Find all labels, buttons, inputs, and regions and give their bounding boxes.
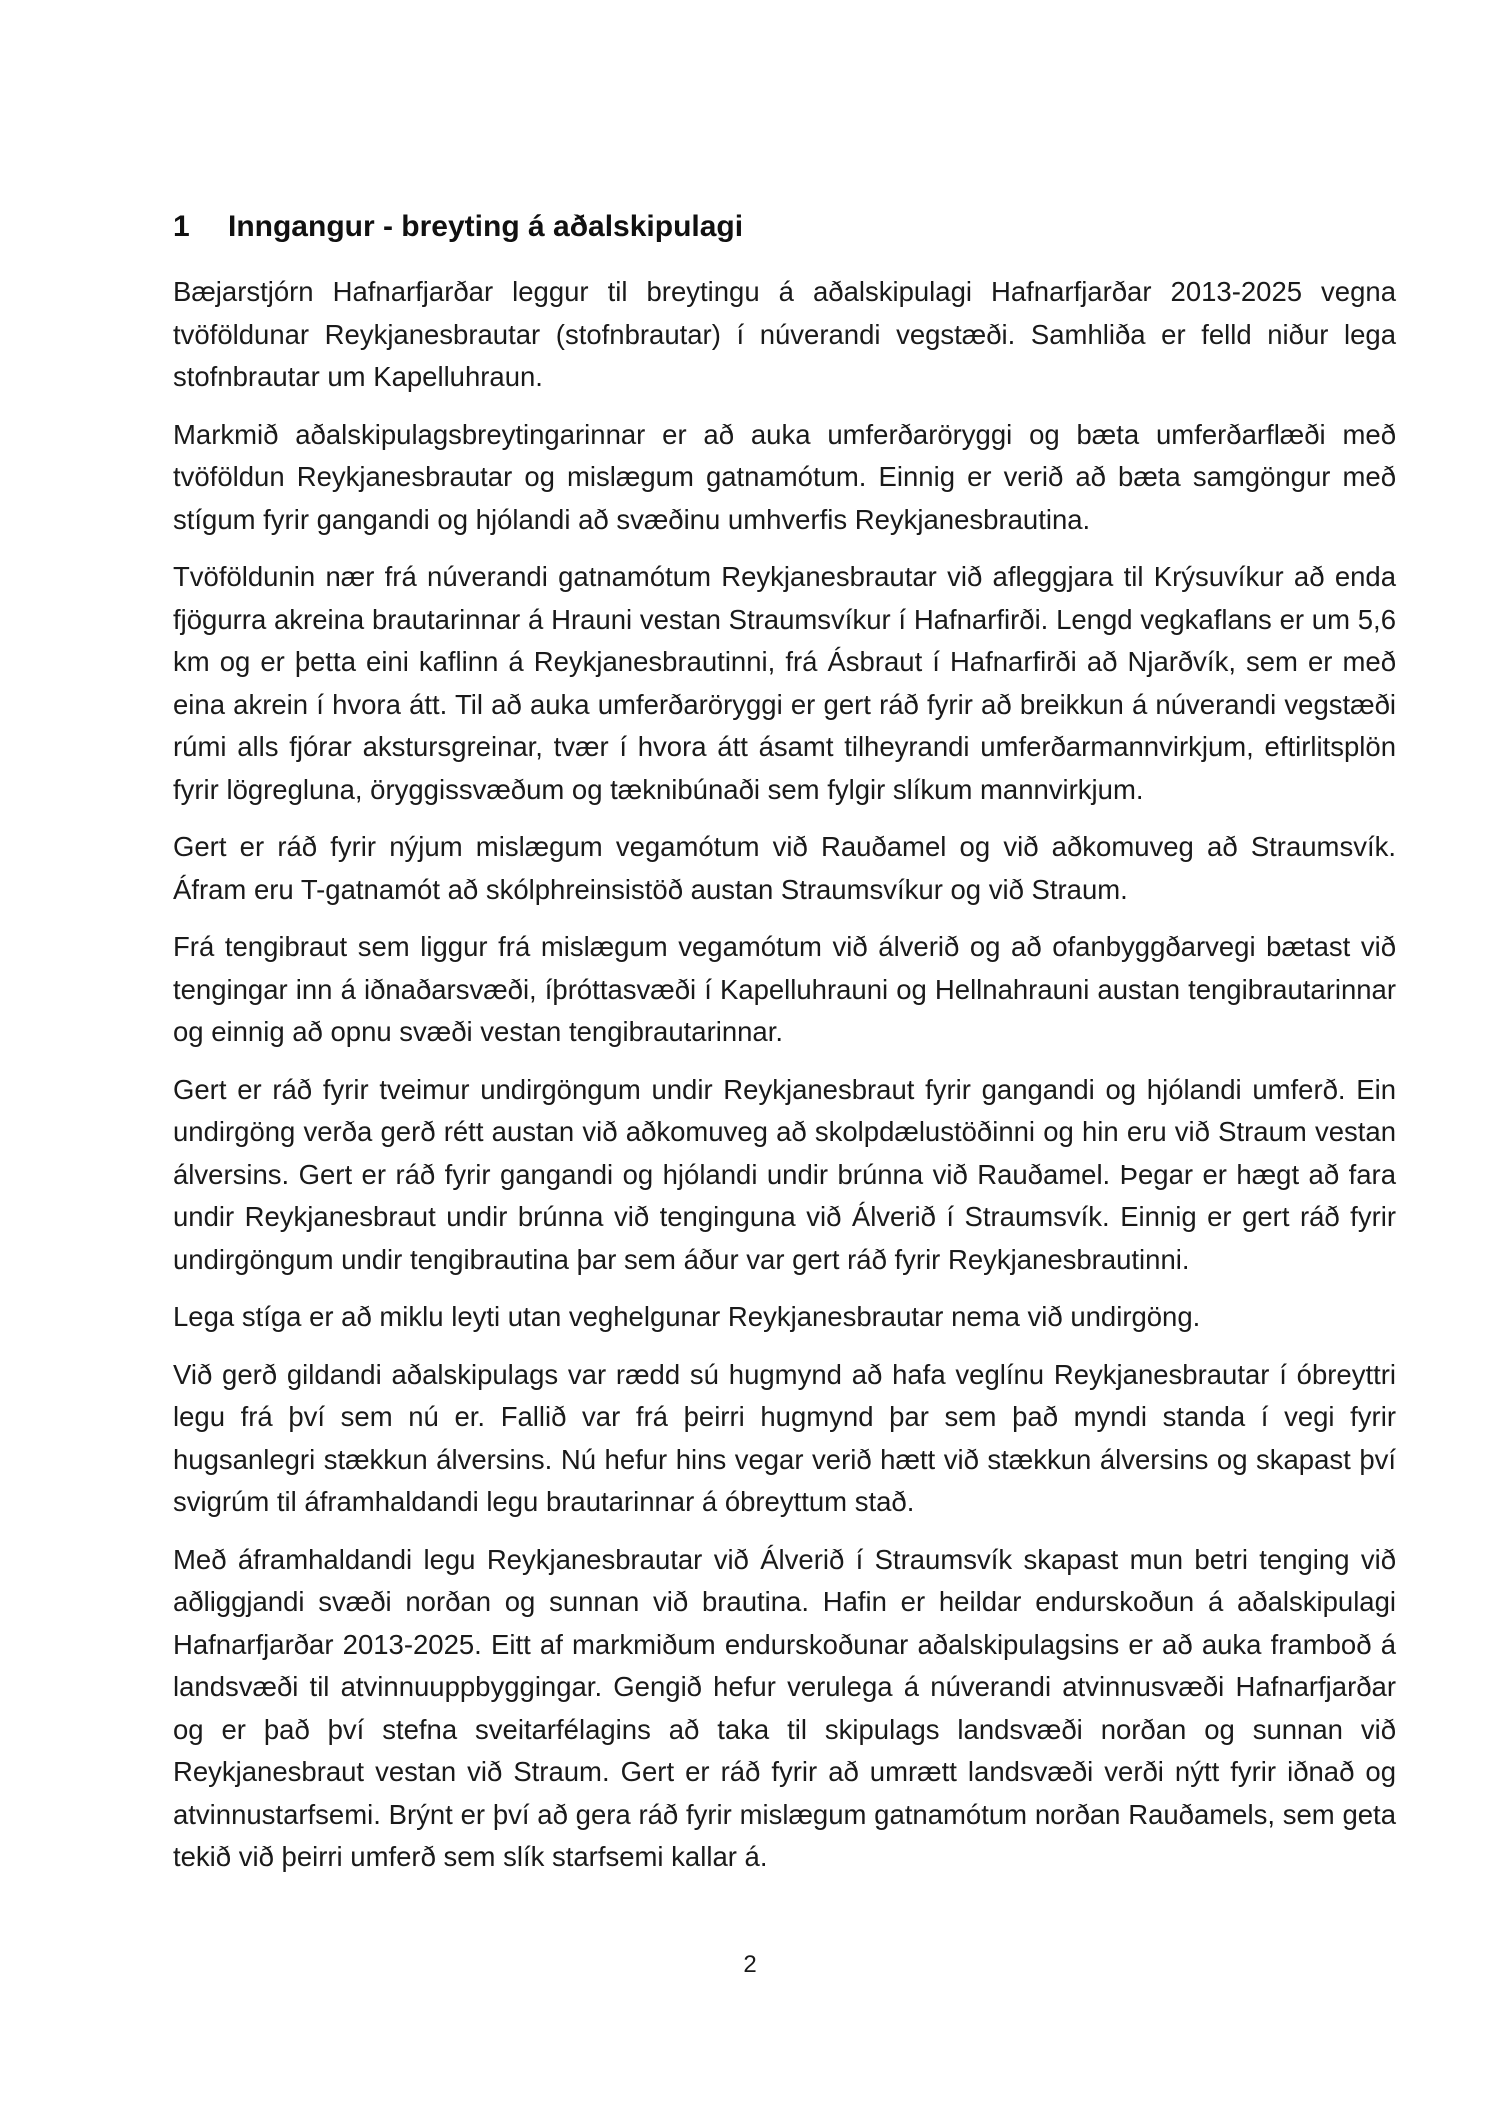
paragraph-7: Lega stíga er að miklu leyti utan veghelgunar Reykjanesbrautar nema við undirgöng. [173,1301,1201,1332]
page-content [173,205,1396,1894]
page-number: 2 [743,1951,757,1978]
paragraph-3: Tvöföldunin nær frá núverandi gatnamótum Reykjanesbrautar við afleggjara til Krýsuvíkur að enda fjögurra akreina brautarinnar á Hrauni vestan Straumsvíkur í Hafnarfirði. Lengd vegkaflans er um 5,6 km og er þetta eini kaflinn á Reykjanesbrautinni, frá Ásbraut í Hafnarfirði að Njarðvík, sem er með eina akrein í hvora átt. Til að auka umferðaröryggi er gert ráð fyrir að breikkun á núverandi vegstæði rúmi alls fjórar akstursgreinar, tvær í hvora átt ásamt tilheyrandi umferðarmannvirkjum, eftirlitsplön fyrir lögregluna, öryggissvæðum og tæknibúnaði sem fylgir slíkum mannvirkjum. [173,561,1396,805]
section-title: Inngangur - breyting á aðalskipulagi [228,210,744,243]
paragraph-5: Frá tengibraut sem liggur frá mislægum vegamótum við álverið og að ofanbyggðarvegi bætast við tengingar inn á iðnaðarsvæði, íþróttasvæði í Kapelluhrauni og Hellnahrauni austan tengibrautarinnar og einnig að opnu svæði vestan tengibrautarinnar. [173,931,1396,1047]
paragraph-1: Bæjarstjórn Hafnarfjarðar leggur til breytingu á aðalskipulagi Hafnarfjarðar 2013-2025 vegna tvöföldunar Reykjanesbrautar (stofnbrautar) í núverandi vegstæði. Samhliða er felld niður lega stofnbrautar um Kapelluhraun. [173,276,1396,392]
section-heading [173,205,1396,249]
paragraph-9: Með áframhaldandi legu Reykjanesbrautar við Álverið í Straumsvík skapast mun betri tenging við aðliggjandi svæði norðan og sunnan við brautina. Hafin er heildar endurskoðun á aðalskipulagi Hafnarfjarðar 2013-2025. Eitt af markmiðum endurskoðunar aðalskipulagsins er að auka framboð á landsvæði til atvinnuuppbyggingar. Gengið hefur verulega á núverandi atvinnusvæði Hafnarfjarðar og er það því stefna sveitarfélagins að taka til skipulags landsvæði norðan og sunnan við Reykjanesbraut vestan við Straum. Gert er ráð fyrir að umrætt landsvæði verði nýtt fyrir iðnað og atvinnustarfsemi. Brýnt er því að gera ráð fyrir mislægum gatnamótum norðan Rauðamels, sem geta tekið við þeirri umferð sem slík starfsemi kallar á. [173,1543,1396,1872]
paragraph-4: Gert er ráð fyrir nýjum mislægum vegamótum við Rauðamel og við aðkomuveg að Straumsvík. Áfram eru T-gatnamót að skólphreinsistöð austan Straumsvíkur og við Straum. [173,831,1396,905]
paragraph-6: Gert er ráð fyrir tveimur undirgöngum undir Reykjanesbraut fyrir gangandi og hjólandi umferð. Ein undirgöng verða gerð rétt austan við aðkomuveg að skolpdælustöðinni og hin eru við Straum vestan álversins. Gert er ráð fyrir gangandi og hjólandi undir brúnna við Rauðamel. Þegar er hægt að fara undir Reykjanesbraut undir brúnna við tenginguna við Álverið í Straumsvík. Einnig er gert ráð fyrir undirgöngum undir tengibrautina þar sem áður var gert ráð fyrir Reykjanesbrautinni. [173,1073,1396,1275]
section-number: 1 [173,210,190,243]
paragraph-8: Við gerð gildandi aðalskipulags var rædd sú hugmynd að hafa veglínu Reykjanesbrautar í óbreyttri legu frá því sem nú er. Fallið var frá þeirri hugmynd þar sem það myndi standa í vegi fyrir hugsanlegri stækkun álversins. Nú hefur hins vegar verið hætt við stækkun álversins og skapast því svigrúm til áframhaldandi legu brautarinnar á óbreyttum stað. [173,1358,1396,1517]
paragraph-2: Markmið aðalskipulagsbreytingarinnar er að auka umferðaröryggi og bæta umferðarflæði með tvöföldun Reykjanesbrautar og mislægum gatnamótum. Einnig er verið að bæta samgöngur með stígum fyrir gangandi og hjólandi að svæðinu umhverfis Reykjanesbrautina. [173,418,1396,535]
